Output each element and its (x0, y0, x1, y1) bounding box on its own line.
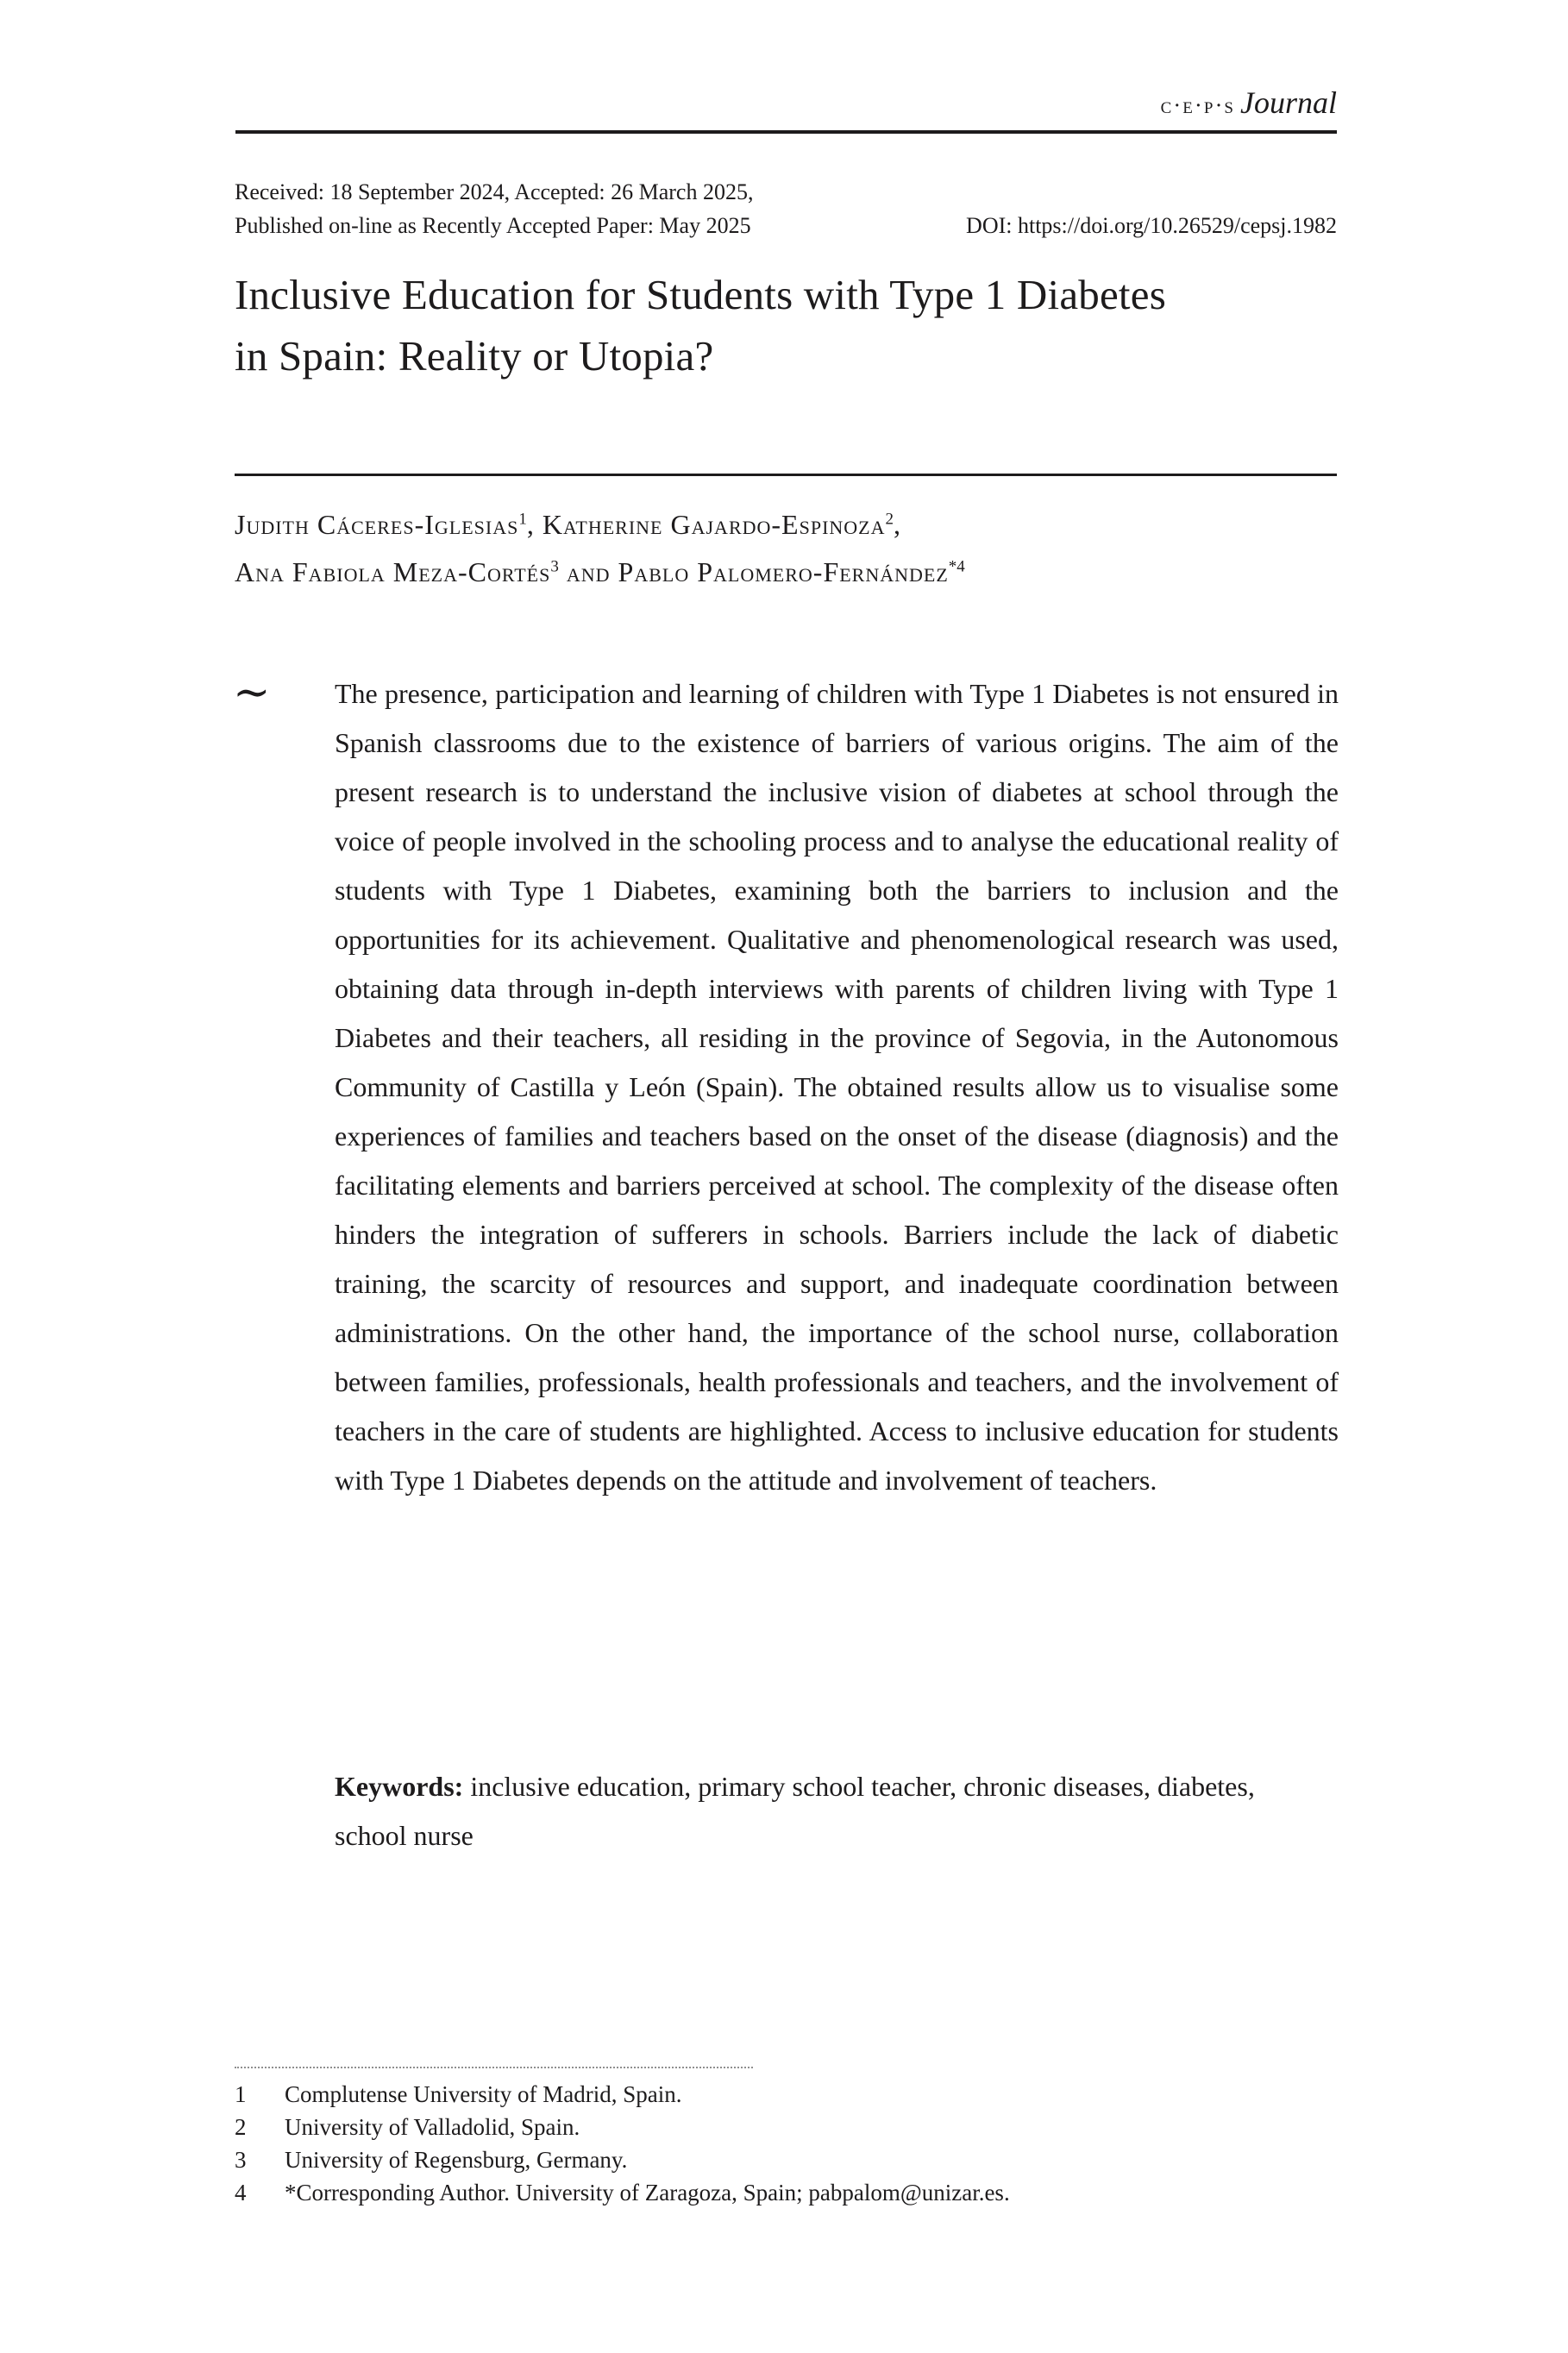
footnote-number: 4 (235, 2180, 247, 2206)
doi-link[interactable]: DOI: https://doi.org/10.26529/cepsj.1982 (966, 213, 1337, 238)
footnote-number: 3 (235, 2147, 247, 2173)
author-2-affiliation-mark: 2 (885, 510, 894, 529)
footnote-number: 2 (235, 2114, 247, 2140)
journal-logo-prefix: c·e·p·s (1160, 92, 1235, 118)
abstract-text: The presence, participation and learning of children with Type 1 Diabetes is not ensured in Spanish classrooms due to the existence of barriers of various origins. The aim of the present research is to understand the inclusive vision of diabetes at school through the voice of people involved in the schooling process and to analyse the educational reality of students with Type 1 Diabetes, examining both the barriers to inclusion and the opportunities for its achievement. Qualitative and phenomenological research was used, obtaining data through in-depth interviews with parents of children living with Type 1 Diabetes and their teachers, all residing in the province of Segovia, in the Autonomous Community of Castilla y León (Spain). The obtained results allow us to visualise some experiences of families and teachers based on the onset of the disease (diagnosis) and the facilitating elements and barriers perceived at school. The complexity of the disease often hinders the integration of sufferers in schools. Barriers include the lack of diabetic training, the scarcity of resources and support, and inadequate coordination between administrations. On the other hand, the importance of the school nurse, collaboration between families, professionals, health professionals and teachers, and the involvement of teachers in the care of students are highlighted. Access to inclusive education for students with Type 1 Diabetes depends on the attitude and involvement of teachers. (335, 678, 1339, 1496)
header-rule (235, 130, 1337, 134)
author-1: Judith Cáceres-Iglesias (235, 509, 519, 540)
author-2: Katherine Gajardo-Espinoza (542, 509, 886, 540)
footnotes (235, 2078, 1361, 2209)
authors-line-1 (235, 501, 1396, 549)
published-line: Published on-line as Recently Accepted Paper: May 2025 (235, 213, 751, 238)
author-separator: , (526, 509, 543, 540)
journal-logo-name: Journal (1240, 85, 1337, 120)
article-title-line2: in Spain: Reality or Utopia? (235, 332, 714, 380)
published-doi-row (235, 209, 1337, 242)
footnote-separator (235, 2067, 753, 2068)
keywords-block (335, 1762, 1309, 1860)
author-3-affiliation-mark: 3 (550, 557, 559, 576)
author-3: Ana Fabiola Meza-Cortés (235, 556, 551, 587)
footnote-1 (235, 2078, 1361, 2111)
footnote-text: *Corresponding Author. University of Zaragoza, Spain; pabpalom@unizar.es. (285, 2180, 1010, 2206)
author-4: Pablo Palomero-Fernández (618, 556, 949, 587)
footnote-text: University of Valladolid, Spain. (285, 2114, 580, 2140)
footnote-text: University of Regensburg, Germany. (285, 2147, 628, 2173)
journal-header (1161, 85, 1337, 121)
author-separator: , (894, 509, 901, 540)
author-4-affiliation-mark: *4 (948, 557, 965, 576)
meta-block (235, 175, 1337, 242)
authors-block (235, 501, 1396, 596)
authors-line-2 (235, 549, 1396, 596)
footnote-text: Complutense University of Madrid, Spain. (285, 2081, 682, 2107)
received-accepted-line: Received: 18 September 2024, Accepted: 26 March 2025, (235, 179, 754, 204)
article-title (235, 264, 1396, 386)
footnote-number: 1 (235, 2081, 247, 2107)
footnote-4 (235, 2176, 1361, 2209)
abstract-ornament-icon: ∼ (233, 668, 271, 718)
author-1-affiliation-mark: 1 (518, 510, 527, 529)
author-conjunction: and (558, 556, 618, 587)
article-title-line1: Inclusive Education for Students with Type 1 Diabetes (235, 271, 1166, 318)
title-rule (235, 474, 1337, 476)
keywords-label: Keywords: (335, 1771, 464, 1802)
footnote-3 (235, 2143, 1361, 2176)
keywords-list: inclusive education, primary school teacher, chronic diseases, diabetes, school nurse (335, 1771, 1255, 1851)
footnote-2 (235, 2111, 1361, 2143)
